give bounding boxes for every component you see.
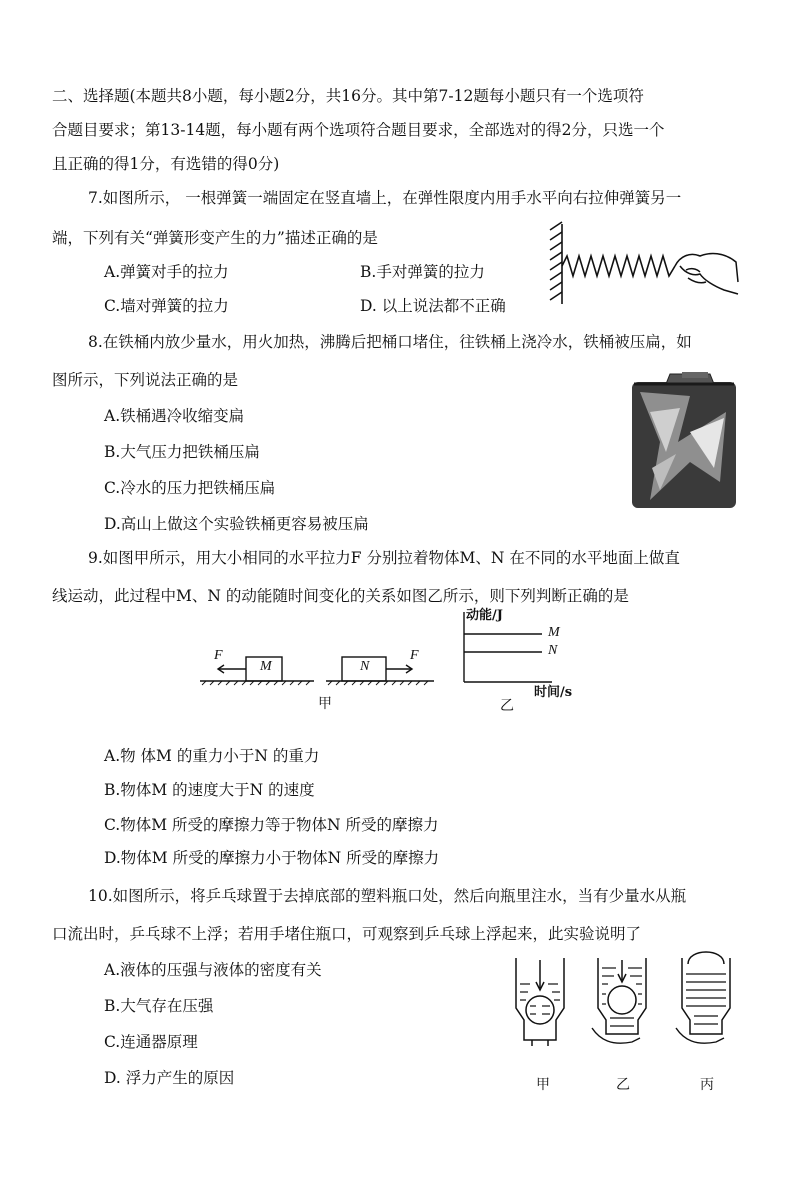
q8-option-a: A.铁桶遇冷收缩变扁 [104, 407, 245, 425]
blocks-figure [198, 645, 438, 687]
bottle-bing [676, 952, 730, 1043]
q7-stem-2: 端，下列有关“弹簧形变产生的力”描述正确的是 [52, 229, 378, 247]
bottle-caption-bing: 丙 [700, 1077, 714, 1093]
q8-option-d: D.高山上做这个实验铁桶更容易被压扁 [104, 515, 369, 533]
q10-option-b: B.大气存在压强 [104, 997, 214, 1015]
spring-figure [548, 222, 740, 304]
wall [550, 222, 562, 304]
q10-stem-1: 10.如图所示，将乒乓球置于去掉底部的塑料瓶口处，然后向瓶里注水，当有少量水从瓶 [88, 887, 687, 905]
section-line-3: 且正确的得1分，有选错的得0分) [52, 155, 280, 173]
q9-option-a: A.物 体M 的重力小于N 的重力 [104, 747, 320, 765]
q9-option-d: D.物体M 所受的摩擦力小于物体N 所受的摩擦力 [104, 849, 440, 867]
q7-option-a: A.弹簧对手的拉力 [104, 263, 229, 281]
q9-stem-2: 线运动，此过程中M、N 的动能随时间变化的关系如图乙所示，则下列判断正确的是 [52, 587, 629, 605]
energy-time-graph [460, 612, 556, 686]
q10-option-d: D. 浮力产生的原因 [104, 1069, 235, 1087]
block-n-label: N [360, 659, 370, 674]
q10-option-c: C.连通器原理 [104, 1033, 198, 1051]
q9-option-c: C.物体M 所受的摩擦力等于物体N 所受的摩擦力 [104, 816, 439, 834]
bottle-yi [592, 958, 646, 1043]
q8-option-c: C.冷水的压力把铁桶压扁 [104, 479, 276, 497]
q7-option-b: B.手对弹簧的拉力 [360, 263, 485, 281]
q7-option-c: C.墙对弹簧的拉力 [104, 297, 229, 315]
q9-stem-1: 9.如图甲所示，用大小相同的水平拉力F 分别拉着物体M、N 在不同的水平地面上做直 [88, 549, 680, 567]
crushed-can-figure [630, 372, 738, 510]
spring [562, 256, 675, 276]
q8-stem-2: 图所示，下列说法正确的是 [52, 371, 239, 389]
bottle-jia [516, 958, 564, 1046]
bottles-figure [510, 954, 740, 1050]
y-axis-label: 动能/J [466, 608, 503, 623]
q8-stem-1: 8.在铁桶内放少量水，用火加热，沸腾后把桶口堵住，往铁桶上浇冷水，铁桶被压扁，如 [88, 333, 692, 351]
q10-stem-2: 口流出时，乒乓球不上浮；若用手堵住瓶口，可观察到乒乓球上浮起来，此实验说明了 [52, 925, 642, 943]
section-line-2: 合题目要求；第13-14题，每小题有两个选项符合题目要求，全部选对的得2分，只选一个 [52, 121, 665, 139]
q7-stem-1: 7.如图所示， 一根弹簧一端固定在竖直墙上，在弹性限度内用手水平向右拉伸弹簧另一 [88, 189, 682, 207]
q9-option-b: B.物体M 的速度大于N 的速度 [104, 781, 315, 799]
bottle-caption-jia: 甲 [536, 1077, 550, 1093]
q8-option-b: B.大气压力把铁桶压扁 [104, 443, 260, 461]
bottle-caption-yi: 乙 [616, 1077, 630, 1093]
block-m-label: M [260, 659, 272, 674]
q10-option-a: A.液体的压强与液体的密度有关 [104, 961, 322, 979]
x-axis-label: 时间/s [534, 685, 573, 700]
figure-caption-yi: 乙 [500, 698, 514, 714]
q7-option-d: D. 以上说法都不正确 [360, 297, 506, 315]
force-label-right: F [410, 648, 419, 663]
hand [675, 254, 738, 294]
line-m-label: M [548, 625, 560, 640]
figure-caption-jia: 甲 [318, 696, 332, 712]
section-line-1: 二、选择题(本题共8小题，每小题2分，共16分。其中第7-12题每小题只有一个选项符 [52, 87, 644, 105]
line-n-label: N [548, 643, 558, 658]
force-label-left: F [214, 648, 223, 663]
